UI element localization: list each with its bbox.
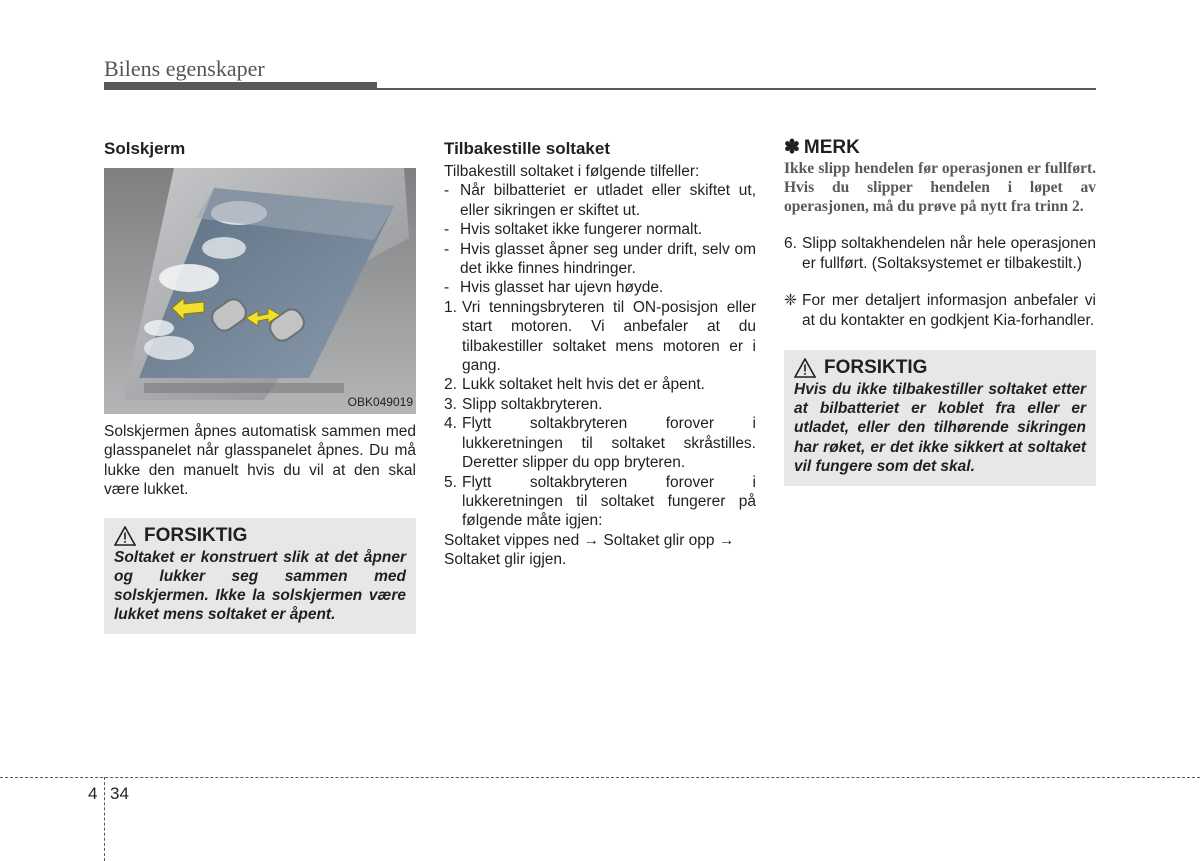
- asterisk-icon: ✽: [784, 137, 800, 158]
- sunroof-drawing: [104, 168, 416, 414]
- caution-box-reset: [784, 350, 1096, 486]
- step-item: 5. Flytt soltakbryteren forover i lukkeretningen til soltaket fungerer på følgende måte igjen:: [444, 473, 756, 530]
- list-item: - Hvis glasset åpner seg under drift, selv om det ikke finnes hindringer.: [444, 240, 756, 278]
- reset-sequence: Soltaket vippes ned → Soltaket glir opp → Soltaket glir igjen.: [444, 531, 735, 569]
- caution-title: FORSIKTIG: [144, 524, 248, 546]
- page-number: 34: [110, 784, 129, 803]
- step-item: 4. Flytt soltakbryteren forover i lukkeretningen til soltaket skråstilles. Deretter slipper du opp bryteren.: [444, 415, 756, 472]
- sunshade-heading: Solskjerm: [104, 139, 186, 158]
- step-item: 2. Lukk soltaket helt hvis det er åpent.: [444, 376, 705, 394]
- column-reset-sunroof: [444, 138, 756, 570]
- step-item: 1. Vri tenningsbryteren til ON-posisjon eller start motoren. Vi anbefaler at du tilbakestiller soltaket mens motoren er i gang.: [444, 298, 756, 375]
- header-rule-dark: [104, 82, 377, 90]
- caution-box-sunshade: [104, 518, 416, 635]
- caution-text: Soltaket er konstruert slik at det åpner og lukker seg sammen med solskjermen. Ikke la solskjermen være lukket mens soltaket er åpent.: [114, 548, 406, 624]
- note-text: Ikke slipp hendelen før operasjonen er fullført. Hvis du slipper hendelen i løpet av operasjonen, må du prøve på nytt fra trinn 2.: [784, 160, 1096, 216]
- dealer-note: ❈ For mer detaljert informasjon anbefaler vi at du kontakter en godkjent Kia-forhandler.: [784, 292, 1096, 329]
- list-item: - Hvis soltaket ikke fungerer normalt.: [444, 221, 703, 239]
- warning-triangle-icon: [794, 358, 816, 378]
- note-heading: [784, 138, 1096, 157]
- column-sunshade: [104, 138, 416, 634]
- header-rule-line: [377, 88, 1096, 90]
- figure-code: OBK049019: [347, 394, 413, 409]
- caution-title: FORSIKTIG: [824, 357, 928, 379]
- step-item: 3. Slipp soltakbryteren.: [444, 395, 603, 413]
- note-symbol-icon: ❈: [784, 292, 797, 310]
- footer-vertical-divider: [104, 777, 105, 861]
- reset-heading: Tilbakestille soltaket: [444, 139, 610, 158]
- list-item: - Hvis glasset har ujevn høyde.: [444, 279, 664, 297]
- note-title: MERK: [803, 137, 860, 158]
- reset-intro: Tilbakestill soltaket i følgende tilfeller:: [444, 163, 700, 180]
- caution-text: Hvis du ikke tilbakestiller soltaket etter at bilbatteriet er koblet fra eller er utladet, eller den tilhørende sikringen har røket, er det ikke sikkert at soltaket vil fungere som det skal.: [794, 381, 1086, 475]
- reset-steps-list: [444, 298, 756, 531]
- sunshade-description: Solskjermen åpnes automatisk sammen med glasspanelet når glasspanelet åpnes. Du må lukke den manuelt hvis du vil at den skal være lukket.: [104, 423, 416, 499]
- chapter-number: 4: [88, 784, 98, 803]
- sunroof-illustration: [104, 168, 416, 414]
- column-notes: [784, 138, 1096, 486]
- section-title: Bilens egenskaper: [104, 56, 265, 81]
- reset-conditions-list: [444, 181, 756, 297]
- warning-triangle-icon: [114, 526, 136, 546]
- list-item: - Når bilbatteriet er utladet eller skiftet ut, eller sikringen er skiftet ut.: [444, 182, 756, 219]
- footer-divider: [0, 777, 1200, 778]
- step-item: 6. Slipp soltakhendelen når hele operasjonen er fullført. (Soltaksystemet er tilbakestilt.): [784, 235, 1096, 272]
